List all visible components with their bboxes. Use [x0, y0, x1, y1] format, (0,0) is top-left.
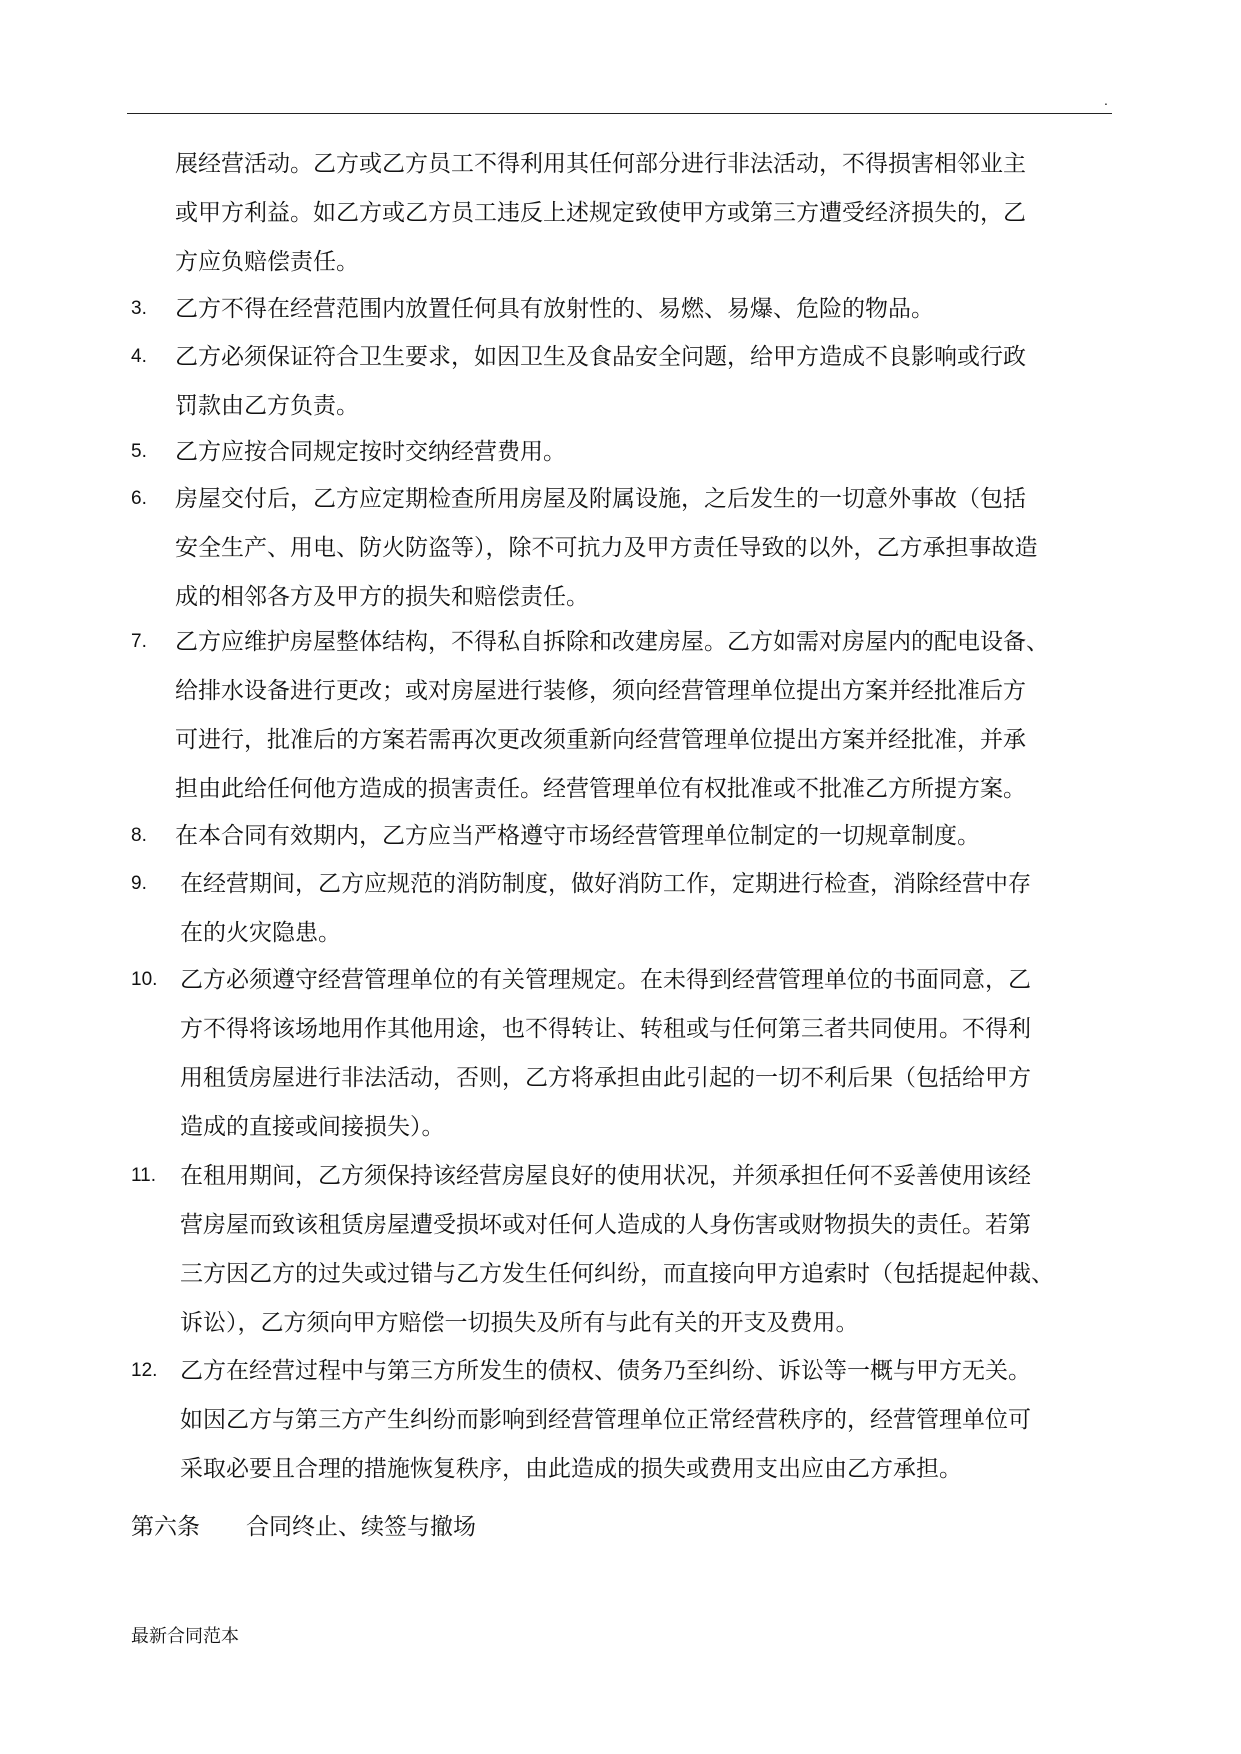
clause-line: 采取必要且合理的措施恢复秩序，由此造成的损失或费用支出应由乙方承担。 [180, 1456, 962, 1482]
clause-line: 在本合同有效期内，乙方应当严格遵守市场经营管理单位制定的一切规章制度。 [175, 823, 980, 849]
clause-number: 12. [131, 1360, 158, 1381]
clause-line: 三方因乙方的过失或过错与乙方发生任何纠纷，而直接向甲方追索时（包括提起仲裁、 [180, 1261, 1054, 1287]
clause-line: 罚款由乙方负责。 [175, 393, 359, 419]
clause-line: 担由此给任何他方造成的损害责任。经营管理单位有权批准或不批准乙方所提方案。 [175, 776, 1026, 802]
article-title: 合同终止、续签与撤场 [246, 1514, 476, 1540]
clause-line: 如因乙方与第三方产生纠纷而影响到经营管理单位正常经营秩序的，经营管理单位可 [180, 1407, 1031, 1433]
clause-number: 9. [131, 873, 147, 894]
clause-line: 在的火灾隐患。 [180, 920, 341, 946]
clause-line: 乙方应维护房屋整体结构，不得私自拆除和改建房屋。乙方如需对房屋内的配电设备、 [175, 629, 1049, 655]
clause-number: 11. [131, 1165, 157, 1186]
clause-line: 造成的直接或间接损失）。 [180, 1114, 445, 1140]
clause-number: 4. [131, 346, 147, 367]
clause-line: 安全生产、用电、防火防盗等），除不可抗力及甲方责任导致的以外，乙方承担事故造 [175, 535, 1038, 561]
clause-line: 成的相邻各方及甲方的损失和赔偿责任。 [175, 584, 589, 610]
clause-line: 乙方在经营过程中与第三方所发生的债权、债务乃至纠纷、诉讼等一概与甲方无关。 [180, 1358, 1031, 1384]
intro-line: 展经营活动。乙方或乙方员工不得利用其任何部分进行非法活动，不得损害相邻业主 [175, 151, 1026, 177]
clause-line: 乙方必须保证符合卫生要求，如因卫生及食品安全问题，给甲方造成不良影响或行政 [175, 344, 1026, 370]
clause-line: 在经营期间，乙方应规范的消防制度，做好消防工作，定期进行检查，消除经营中存 [180, 871, 1031, 897]
clause-line: 在租用期间，乙方须保持该经营房屋良好的使用状况，并须承担任何不妥善使用该经 [180, 1163, 1031, 1189]
clause-number: 5. [131, 441, 147, 462]
intro-line: 方应负赔偿责任。 [175, 249, 359, 275]
footer-text: 最新合同范本 [131, 1626, 239, 1647]
clause-line: 方不得将该场地用作其他用途，也不得转让、转租或与任何第三者共同使用。不得利 [180, 1016, 1031, 1042]
clause-line: 房屋交付后，乙方应定期检查所用房屋及附属设施，之后发生的一切意外事故（包括 [175, 486, 1026, 512]
clause-number: 3. [131, 298, 147, 319]
clause-number: 6. [131, 488, 147, 509]
header-mark: . [1104, 92, 1108, 108]
clause-line: 乙方不得在经营范围内放置任何具有放射性的、易燃、易爆、危险的物品。 [175, 296, 934, 322]
clause-number: 10. [131, 969, 158, 990]
header-rule [127, 113, 1112, 114]
clause-number: 8. [131, 825, 147, 846]
clause-line: 可进行，批准后的方案若需再次更改须重新向经营管理单位提出方案并经批准，并承 [175, 727, 1026, 753]
intro-line: 或甲方利益。如乙方或乙方员工违反上述规定致使甲方或第三方遭受经济损失的，乙 [175, 200, 1026, 226]
clause-line: 营房屋而致该租赁房屋遭受损坏或对任何人造成的人身伤害或财物损失的责任。若第 [180, 1212, 1031, 1238]
article-heading [131, 1508, 476, 1541]
clause-line: 用租赁房屋进行非法活动，否则，乙方将承担由此引起的一切不利后果（包括给甲方 [180, 1065, 1031, 1091]
clause-line: 乙方必须遵守经营管理单位的有关管理规定。在未得到经营管理单位的书面同意，乙 [180, 967, 1031, 993]
clause-line: 诉讼），乙方须向甲方赔偿一切损失及所有与此有关的开支及费用。 [180, 1310, 859, 1336]
clause-number: 7. [131, 631, 147, 652]
clause-line: 给排水设备进行更改；或对房屋进行装修，须向经营管理单位提出方案并经批准后方 [175, 678, 1026, 704]
clause-line: 乙方应按合同规定按时交纳经营费用。 [175, 439, 566, 465]
article-number: 第六条 [131, 1514, 200, 1540]
